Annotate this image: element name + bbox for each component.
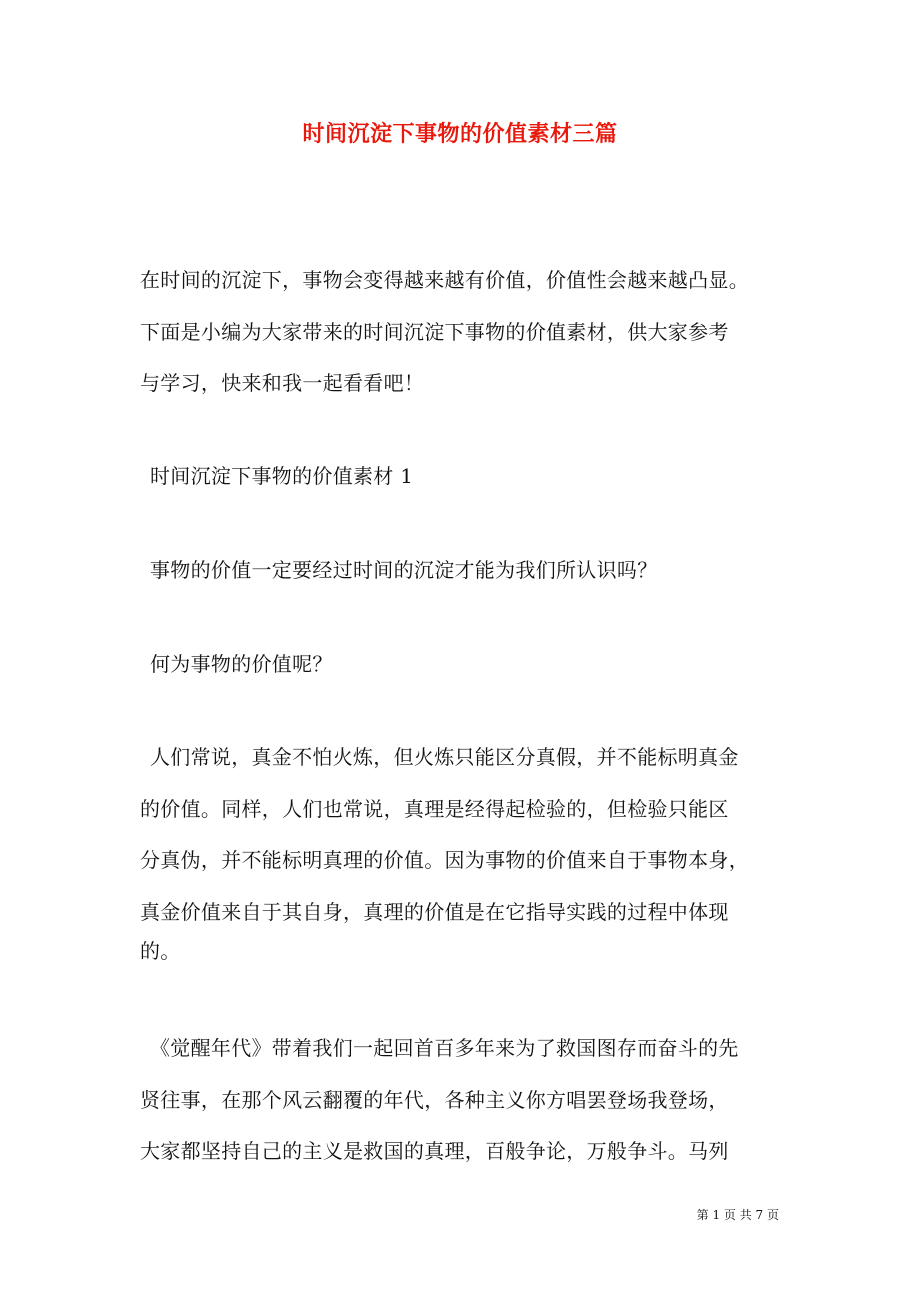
paragraph2-line-2: 贤往事，在那个风云翻覆的年代，各种主义你方唱罢登场我登场， [140,1088,729,1112]
question-line-2: 何为事物的价值呢？ [150,652,333,676]
document-title: 时间沉淀下事物的价值素材三篇 [302,121,618,147]
intro-line-2: 下面是小编为大家带来的时间沉淀下事物的价值素材，供大家参考 [140,320,729,344]
paragraph2-line-3: 大家都坚持自己的主义是救国的真理，百般争论，万般争斗。马列 [140,1139,729,1163]
page-footer [0,1207,920,1223]
page-number-label: 第 1 页 共 7 页 [696,1208,779,1222]
paragraph1-line-4: 真金价值来自于其自身，真理的价值是在它指导实践的过程中体现 [140,900,729,924]
paragraph1-line-2: 的价值。同样，人们也常说，真理是经得起检验的，但检验只能区 [140,797,729,821]
question-line-1: 事物的价值一定要经过时间的沉淀才能为我们所认识吗？ [150,558,658,582]
paragraph1-line-1: 人们常说，真金不怕火炼，但火炼只能区分真假，并不能标明真金 [150,745,739,769]
paragraph1-line-5: 的。 [140,939,181,963]
paragraph1-line-3: 分真伪，并不能标明真理的价值。因为事物的价值来自于事物本身， [140,848,749,872]
section-heading: 时间沉淀下事物的价值素材 1 [150,464,414,488]
intro-line-1: 在时间的沉淀下，事物会变得越来越有价值，价值性会越来越凸显。 [140,268,749,292]
paragraph2-line-1: 《觉醒年代》带着我们一起回首百多年来为了救国图存而奋斗的先 [150,1036,739,1060]
intro-line-3: 与学习，快来和我一起看看吧！ [140,371,425,395]
